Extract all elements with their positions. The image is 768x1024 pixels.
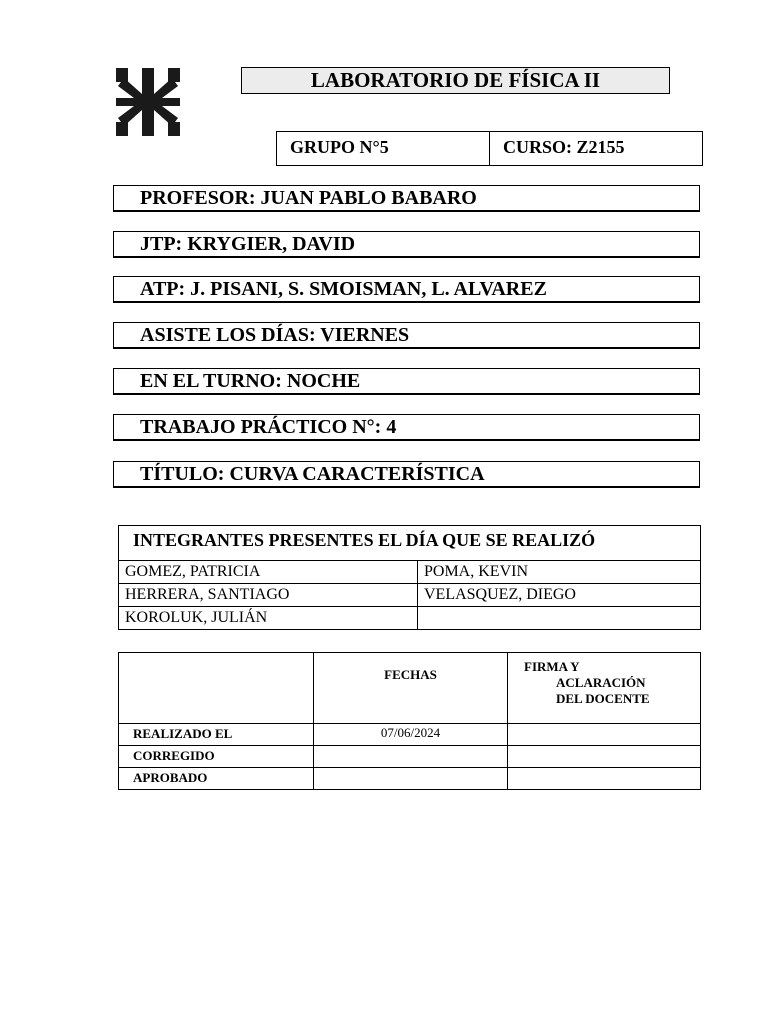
grupo-label: GRUPO N°5 (277, 132, 490, 165)
document-title: LABORATORIO DE FÍSICA II (241, 67, 670, 94)
empty-header-cell (119, 653, 314, 724)
firma-value (508, 768, 701, 790)
table-row (119, 607, 701, 630)
member-cell: KOROLUK, JULIÁN (119, 607, 418, 630)
dias-field: ASISTE LOS DÍAS: VIERNES (113, 322, 700, 349)
table-row (119, 584, 701, 607)
table-row (119, 561, 701, 584)
firma-value (508, 746, 701, 768)
trabajo-practico-field: TRABAJO PRÁCTICO N°: 4 (113, 414, 700, 441)
firma-value (508, 724, 701, 746)
table-row (119, 653, 701, 724)
table-row (119, 746, 701, 768)
utn-logo-icon (116, 68, 180, 136)
turno-field: EN EL TURNO: NOCHE (113, 368, 700, 395)
atp-field: ATP: J. PISANI, S. SMOISMAN, L. ALVAREZ (113, 276, 700, 303)
member-cell: HERRERA, SANTIAGO (119, 584, 418, 607)
member-cell: POMA, KEVIN (418, 561, 701, 584)
fecha-value (314, 746, 508, 768)
fechas-header: FECHAS (314, 653, 508, 724)
jtp-field: JTP: KRYGIER, DAVID (113, 231, 700, 258)
firma-header-line: FIRMA Y (524, 659, 580, 674)
titulo-field: TÍTULO: CURVA CARACTERÍSTICA (113, 461, 700, 488)
member-cell (418, 607, 701, 630)
members-heading: INTEGRANTES PRESENTES EL DÍA QUE SE REALIZÓ (119, 526, 701, 561)
row-label: CORREGIDO (119, 746, 314, 768)
fecha-value (314, 768, 508, 790)
row-label: APROBADO (119, 768, 314, 790)
row-label: REALIZADO EL (119, 724, 314, 746)
table-row (119, 724, 701, 746)
dates-table (118, 652, 701, 790)
member-cell: VELASQUEZ, DIEGO (418, 584, 701, 607)
members-table (118, 525, 701, 630)
fecha-value: 07/06/2024 (314, 724, 508, 746)
table-row (119, 768, 701, 790)
grupo-curso-box (276, 131, 703, 166)
member-cell: GOMEZ, PATRICIA (119, 561, 418, 584)
firma-header (508, 653, 701, 724)
firma-header-line: DEL DOCENTE (556, 691, 650, 706)
profesor-field: PROFESOR: JUAN PABLO BABARO (113, 185, 700, 212)
firma-header-line: ACLARACIÓN (556, 675, 646, 690)
curso-label: CURSO: Z2155 (503, 137, 625, 157)
